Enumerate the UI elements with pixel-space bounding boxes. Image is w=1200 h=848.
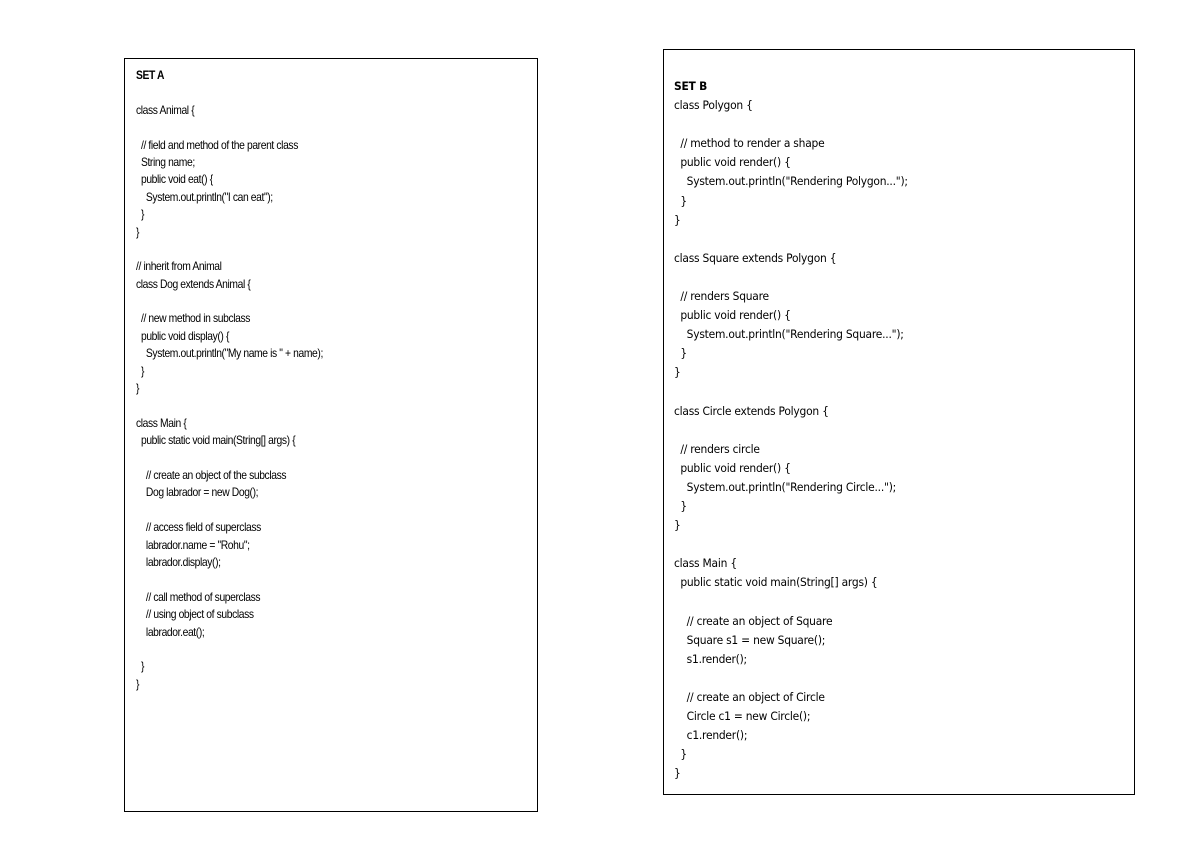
code-line: public void render() {	[674, 155, 791, 170]
code-line	[136, 241, 472, 258]
code-line	[674, 383, 1093, 402]
code-line: class Square extends Polygon {	[674, 250, 837, 265]
code-line: class Polygon {	[674, 98, 753, 113]
code-line: }	[674, 193, 687, 208]
code-line: // access field of superclass	[136, 520, 261, 535]
code-line: class Dog extends Animal {	[136, 276, 251, 291]
code-line: }	[674, 346, 687, 361]
code-line: }	[674, 766, 681, 781]
code-line	[136, 571, 472, 588]
code-line: }	[136, 224, 140, 239]
code-line: }	[136, 381, 140, 396]
code-line	[674, 268, 1093, 287]
code-line: // inherit from Animal	[136, 259, 222, 274]
code-line: class Main {	[674, 556, 737, 571]
code-line: labrador.name = "Rohu";	[136, 537, 250, 552]
code-line: class Main {	[136, 415, 187, 430]
code-line: // new method in subclass	[136, 311, 251, 326]
code-line	[136, 119, 472, 136]
code-line: // create an object of Square	[674, 613, 833, 628]
code-line: Square s1 = new Square();	[674, 632, 826, 647]
code-line: // call method of superclass	[136, 589, 261, 604]
set-a-title: SET A	[136, 68, 165, 82]
code-line	[674, 669, 1093, 688]
code-line: }	[674, 518, 681, 533]
code-line: System.out.println("My name is " + name);	[136, 346, 323, 361]
code-line	[136, 641, 472, 658]
set-b-panel	[663, 49, 1135, 795]
code-line: // method to render a shape	[674, 136, 825, 151]
code-line: System.out.println("Rendering Square...");	[674, 327, 904, 342]
code-line	[136, 84, 472, 101]
code-line: // create an object of the subclass	[136, 467, 287, 482]
code-line: }	[674, 499, 687, 514]
code-line: // renders Square	[674, 289, 769, 304]
code-line	[674, 593, 1093, 612]
code-line	[674, 115, 1093, 134]
code-line: System.out.println("Rendering Polygon...");	[674, 174, 908, 189]
code-line: class Circle extends Polygon {	[674, 403, 829, 418]
code-line: System.out.println("Rendering Circle...");	[674, 479, 897, 494]
code-line: }	[674, 365, 681, 380]
code-line	[136, 502, 472, 519]
code-line: labrador.display();	[136, 554, 221, 569]
code-line: }	[136, 207, 145, 222]
code-line: // renders circle	[674, 441, 760, 456]
code-line: c1.render();	[674, 728, 748, 743]
code-line: }	[136, 676, 140, 691]
code-line: labrador.eat();	[136, 624, 205, 639]
code-line	[674, 230, 1093, 249]
code-line: public static void main(String[] args) {	[674, 575, 878, 590]
code-line: System.out.println("I can eat");	[136, 189, 273, 204]
code-line	[674, 421, 1093, 440]
code-line	[136, 293, 472, 310]
code-line	[136, 450, 472, 467]
set-b-code	[674, 96, 1124, 783]
code-line: // using object of subclass	[136, 607, 254, 622]
code-line: public void eat() {	[136, 172, 213, 187]
code-line: public static void main(String[] args) {	[136, 433, 296, 448]
code-line: }	[674, 747, 687, 762]
code-line: Dog labrador = new Dog();	[136, 485, 259, 500]
code-line: public void render() {	[674, 308, 791, 323]
code-line: Circle c1 = new Circle();	[674, 709, 811, 724]
code-line	[136, 397, 472, 414]
code-line	[674, 535, 1093, 554]
code-line: }	[136, 659, 145, 674]
set-b-title: SET B	[674, 79, 708, 93]
code-line: // field and method of the parent class	[136, 137, 298, 152]
set-a-panel	[124, 58, 538, 812]
set-a-code	[136, 84, 527, 693]
code-line: String name;	[136, 154, 195, 169]
code-line: s1.render();	[674, 651, 747, 666]
code-line: public void display() {	[136, 328, 230, 343]
code-line: }	[674, 212, 681, 227]
code-line: public void render() {	[674, 460, 791, 475]
code-line: // create an object of Circle	[674, 690, 825, 704]
code-line: class Animal {	[136, 102, 195, 117]
code-line: }	[136, 363, 145, 378]
